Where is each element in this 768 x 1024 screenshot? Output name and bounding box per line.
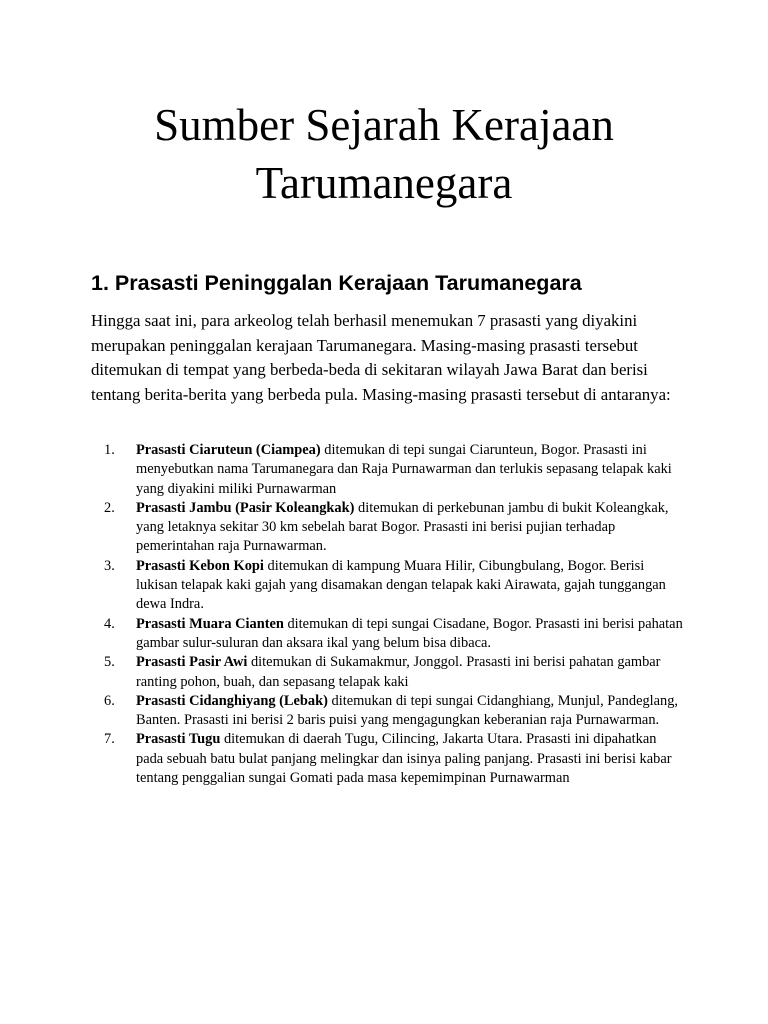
prasasti-description: ditemukan di kampung Muara Hilir, Cibungbulang, Bogor. Berisi lukisan telapak kaki gajah yang disamakan dengan telapak kaki Airawata, gajah tunggangan dewa Indra. — [136, 557, 666, 613]
list-item — [104, 730, 684, 788]
list-item-number: 6. — [104, 692, 115, 709]
list-item-number: 2. — [104, 499, 115, 516]
list-item-number: 1. — [104, 442, 115, 458]
prasasti-name: Prasasti Tugu — [136, 731, 221, 748]
list-item-number: 4. — [104, 615, 115, 632]
intro-paragraph: Hingga saat ini, para arkeolog telah berhasil menemukan 7 prasasti yang diyakini merupakan peninggalan kerajaan Tarumanegara. Masing-masing prasasti tersebut ditemukan di tempat yang berbeda-beda di sekitaran wilayah Jawa Barat dan berisi tentang berita-berita yang berbeda pula. Masing-masing prasasti tersebut di antaranya: — [91, 311, 671, 404]
section-heading: 1. Prasasti Peninggalan Kerajaan Tarumanegara — [91, 271, 582, 295]
prasasti-list — [104, 441, 684, 788]
prasasti-name: Prasasti Cidanghiyang (Lebak) — [136, 692, 328, 709]
prasasti-name: Prasasti Ciaruteun (Ciampea) — [136, 442, 321, 458]
prasasti-description: ditemukan di perkebunan jambu di bukit Koleangkak, yang letaknya sekitar 30 km sebelah barat Bogor. Prasasti ini berisi pujian terhadap pemerintahan raja Purnawarman. — [136, 499, 669, 555]
prasasti-description: ditemukan di tepi sungai Ciarunteun, Bogor. Prasasti ini menyebutkan nama Tarumanegara dan Raja Purnawarman dan terlukis sepasang telapak kaki yang diyakini miliki Purnawarman — [136, 442, 672, 497]
list-item-number: 5. — [104, 654, 115, 671]
list-item — [104, 441, 684, 499]
prasasti-description: ditemukan di tepi sungai Cidanghiang, Munjul, Pandeglang, Banten. Prasasti ini berisi 2 baris puisi yang mengagungkan keberanian raja Purnawarman. — [136, 692, 679, 729]
list-item-number: 3. — [104, 557, 115, 574]
prasasti-name: Prasasti Jambu (Pasir Koleangkak) — [136, 499, 355, 516]
page-title: Sumber Sejarah Kerajaan Tarumanegara — [154, 100, 614, 208]
list-item — [104, 692, 684, 731]
list-item — [104, 653, 684, 692]
prasasti-description: ditemukan di daerah Tugu, Cilincing, Jakarta Utara. Prasasti ini dipahatkan pada sebuah batu bulat panjang melingkar dan isinya paling panjang. Prasasti ini berisi kabar tentang penggalian sungai Gomati pada masa kepemimpinan Purnawarman — [136, 731, 672, 787]
prasasti-name: Prasasti Kebon Kopi — [136, 557, 264, 574]
prasasti-name: Prasasti Pasir Awi — [136, 654, 248, 671]
list-item — [104, 499, 684, 557]
list-item — [104, 557, 684, 615]
list-item-number: 7. — [104, 731, 115, 748]
prasasti-name: Prasasti Muara Cianten — [136, 615, 284, 632]
prasasti-description: ditemukan di tepi sungai Cisadane, Bogor. Prasasti ini berisi pahatan gambar sulur-suluran dan aksara ikal yang belum bisa dibaca. — [136, 615, 683, 651]
list-item — [104, 615, 684, 654]
prasasti-description: ditemukan di Sukamakmur, Jonggol. Prasasti ini berisi pahatan gambar ranting pohon, buah, dan sepasang telapak kaki — [136, 654, 661, 690]
